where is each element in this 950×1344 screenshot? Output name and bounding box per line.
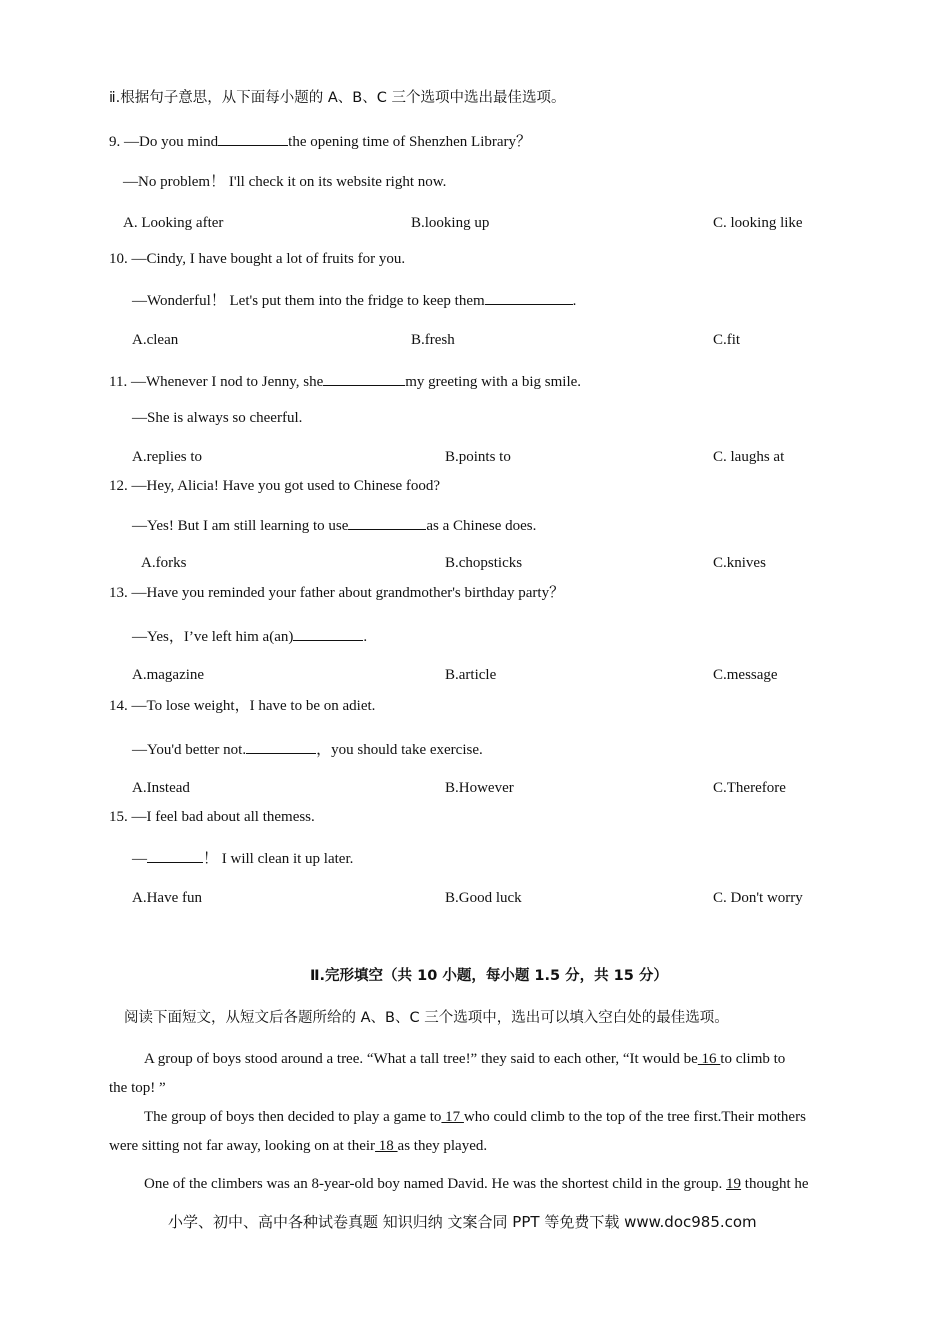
question-9-stem-start: 9. —Do you mind [109,134,219,150]
option-c: C.message [713,667,778,683]
option-b: B.points to [445,449,511,465]
passage-text: who could climb to the top of the tree first.Their mothers [463,1109,806,1125]
option-a: A. Looking after [123,215,224,231]
question-13: 13. —Have you reminded your father about grandmother's birthday party？ [109,585,565,601]
page-footer: 小学、初中、高中各种试卷真题 知识归纳 文案合同 PPT 等免费下载 www.doc985.com [168,1213,757,1231]
passage-text: were sitting not far away, looking on at their [109,1138,376,1154]
option-c: C. looking like [713,215,803,231]
question-14: 14. —To lose weight，I have to be on adiet. [109,698,376,714]
blank-number: 19 [726,1176,742,1192]
option-b: B.looking up [411,215,490,231]
passage-text: One of the climbers was an 8-year-old boy named David. He was the shortest child in the group. [144,1176,723,1192]
question-10-reply [132,289,576,311]
passage-text: thought he [744,1176,809,1192]
question-12-reply-start: —Yes! But I am still learning to use [132,518,349,534]
option-a: A.clean [132,332,179,348]
question-10-reply-start: —Wonderful！ Let's put them into the fridge to keep them [132,293,485,309]
option-a: A.Instead [132,780,190,796]
passage-line [144,1049,785,1069]
question-12-reply-end: as a Chinese does. [426,518,537,534]
question-11 [109,370,581,392]
option-a: A.magazine [132,667,205,683]
option-c: C.fit [713,332,741,348]
option-b: B.chopsticks [445,555,523,571]
question-13-reply-start: —Yes，I’ve left him a(an) [132,629,294,645]
answer-blank [293,625,363,641]
answer-blank [348,514,426,530]
passage-text: as they played. [397,1138,488,1154]
passage-line [109,1136,487,1156]
question-11-stem-end: my greeting with a big smile. [405,374,582,390]
question-14-reply [132,738,483,760]
question-9-stem-end: the opening time of Shenzhen Library？ [288,134,532,150]
question-12: 12. —Hey, Alicia! Have you got used to Chinese food? [109,478,441,494]
question-12-reply [132,514,536,536]
question-14-reply-start: —You'd better not. [132,742,247,758]
question-11-reply: —She is always so cheerful. [132,410,303,426]
question-9 [109,130,531,152]
answer-blank [323,370,405,386]
option-c: C.knives [713,555,766,571]
option-c: C.Therefore [713,780,786,796]
passage-text: The group of boys then decided to play a game to [144,1109,442,1125]
question-13-reply [132,625,367,647]
question-13-reply-end: . [363,629,368,645]
question-11-stem-start: 11. —Whenever I nod to Jenny, she [109,374,324,390]
answer-blank [485,289,573,305]
option-a: A.Have fun [132,890,202,906]
option-a: A.forks [141,555,187,571]
option-a: A.replies to [132,449,202,465]
answer-blank [147,847,203,863]
passage-line [144,1174,809,1194]
question-15-reply-start: — [132,851,147,867]
answer-blank [246,738,316,754]
option-b: B.article [445,667,497,683]
question-10-reply-end: . [572,293,577,309]
section-title: Ⅱ.完形填空（共 10 小题，每小题 1.5 分，共 15 分） [310,968,668,984]
question-15-reply-end: ！ I will clean it up later. [203,851,354,867]
question-15-reply [132,847,353,869]
instruction-ii: ⅱ.根据句子意思，从下面每小题的 A、B、C 三个选项中选出最佳选项。 [109,90,566,106]
answer-blank [218,130,288,146]
option-b: B.fresh [411,332,455,348]
option-b: B.Good luck [445,890,522,906]
passage-line: the top! ” [109,1080,166,1096]
question-14-reply-end: ，you should take exercise. [316,742,483,758]
passage-line [144,1107,806,1127]
passage-text: A group of boys stood around a tree. “What a tall tree!” they said to each other, “It would be [144,1051,698,1067]
question-15: 15. —I feel bad about all themess. [109,809,315,825]
option-c: C. laughs at [713,449,785,465]
option-b: B.However [445,780,514,796]
question-9-reply: —No problem！ I'll check it on its website right now. [123,174,447,190]
blank-number: 17 [441,1109,464,1125]
blank-number: 18 [375,1138,398,1154]
question-10: 10. —Cindy, I have bought a lot of fruits for you. [109,251,406,267]
passage-text: to climb to [720,1051,786,1067]
section-instruction: 阅读下面短文，从短文后各题所给的 A、B、C 三个选项中，选出可以填入空白处的最佳选项。 [124,1010,729,1026]
blank-number: 16 [697,1051,721,1067]
option-c: C. Don't worry [713,890,803,906]
